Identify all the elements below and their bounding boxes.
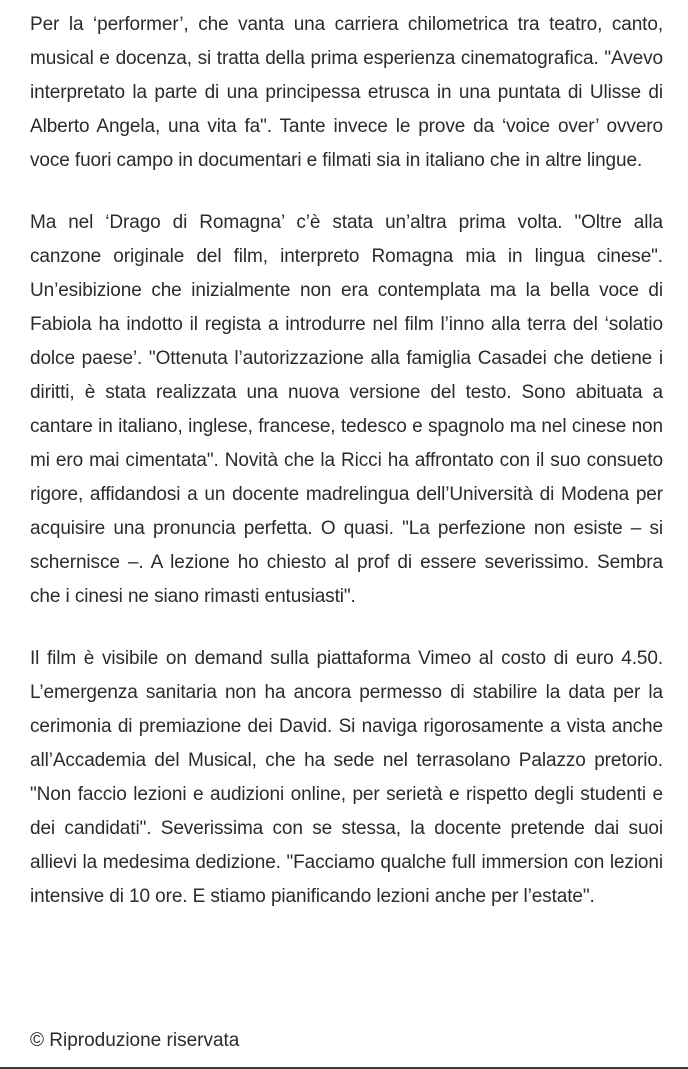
article-paragraph-2: Ma nel ‘Drago di Romagna’ c’è stata un’altra prima volta. "Oltre alla canzone originale del film, interpreto Romagna mia in lingua cinese". Un’esibizione che inizialmente non era contemplata ma la bella voce di Fabiola ha indotto il regista a introdurre nel film l’inno alla terra del ‘solatio dolce paese’. "Ottenuta l’autorizzazione alla famiglia Casadei che detiene i diritti, è stata realizzata una nuova versione del testo. Sono abituata a cantare in italiano, inglese, francese, tedesco e spagnolo ma nel cinese non mi ero mai cimentata". Novità che la Ricci ha affrontato con il suo consueto rigore, affidandosi a un docente madrelingua dell’Università di Modena per acquisire una pronuncia perfetta. O quasi. "La perfezione non esiste – si schernisce –. A lezione ho chiesto al prof di essere severissimo. Sembra che i cinesi ne siano rimasti entusiasti".	[30, 212, 663, 607]
article-paragraph-3: Il film è visibile on demand sulla piattaforma Vimeo al costo di euro 4.50. L’emergenza sanitaria non ha ancora permesso di stabilire la data per la cerimonia di premiazione dei David. Si naviga rigorosamente a vista anche all’Accademia del Musical, che ha sede nel terrasolano Palazzo pretorio. "Non faccio lezioni e audizioni online, per serietà e rispetto degli studenti e dei candidati". Severissima con se stessa, la docente pretende dai suoi allievi la medesima dedizione. "Facciamo qualche full immersion con lezioni intensive di 10 ore. E stiamo pianificando lezioni anche per l’estate".	[30, 648, 663, 907]
copyright-notice: © Riproduzione riservata	[30, 1030, 240, 1051]
article-paragraph-1: Per la ‘performer’, che vanta una carriera chilometrica tra teatro, canto, musical e docenza, si tratta della prima esperienza cinematografica. "Avevo interpretato la parte di una principessa etrusca in una puntata di Ulisse di Alberto Angela, una vita fa". Tante invece le prove da ‘voice over’ ovvero voce fuori campo in documentari e filmati sia in italiano che in altre lingue.	[30, 14, 663, 171]
article-body	[30, 8, 663, 942]
